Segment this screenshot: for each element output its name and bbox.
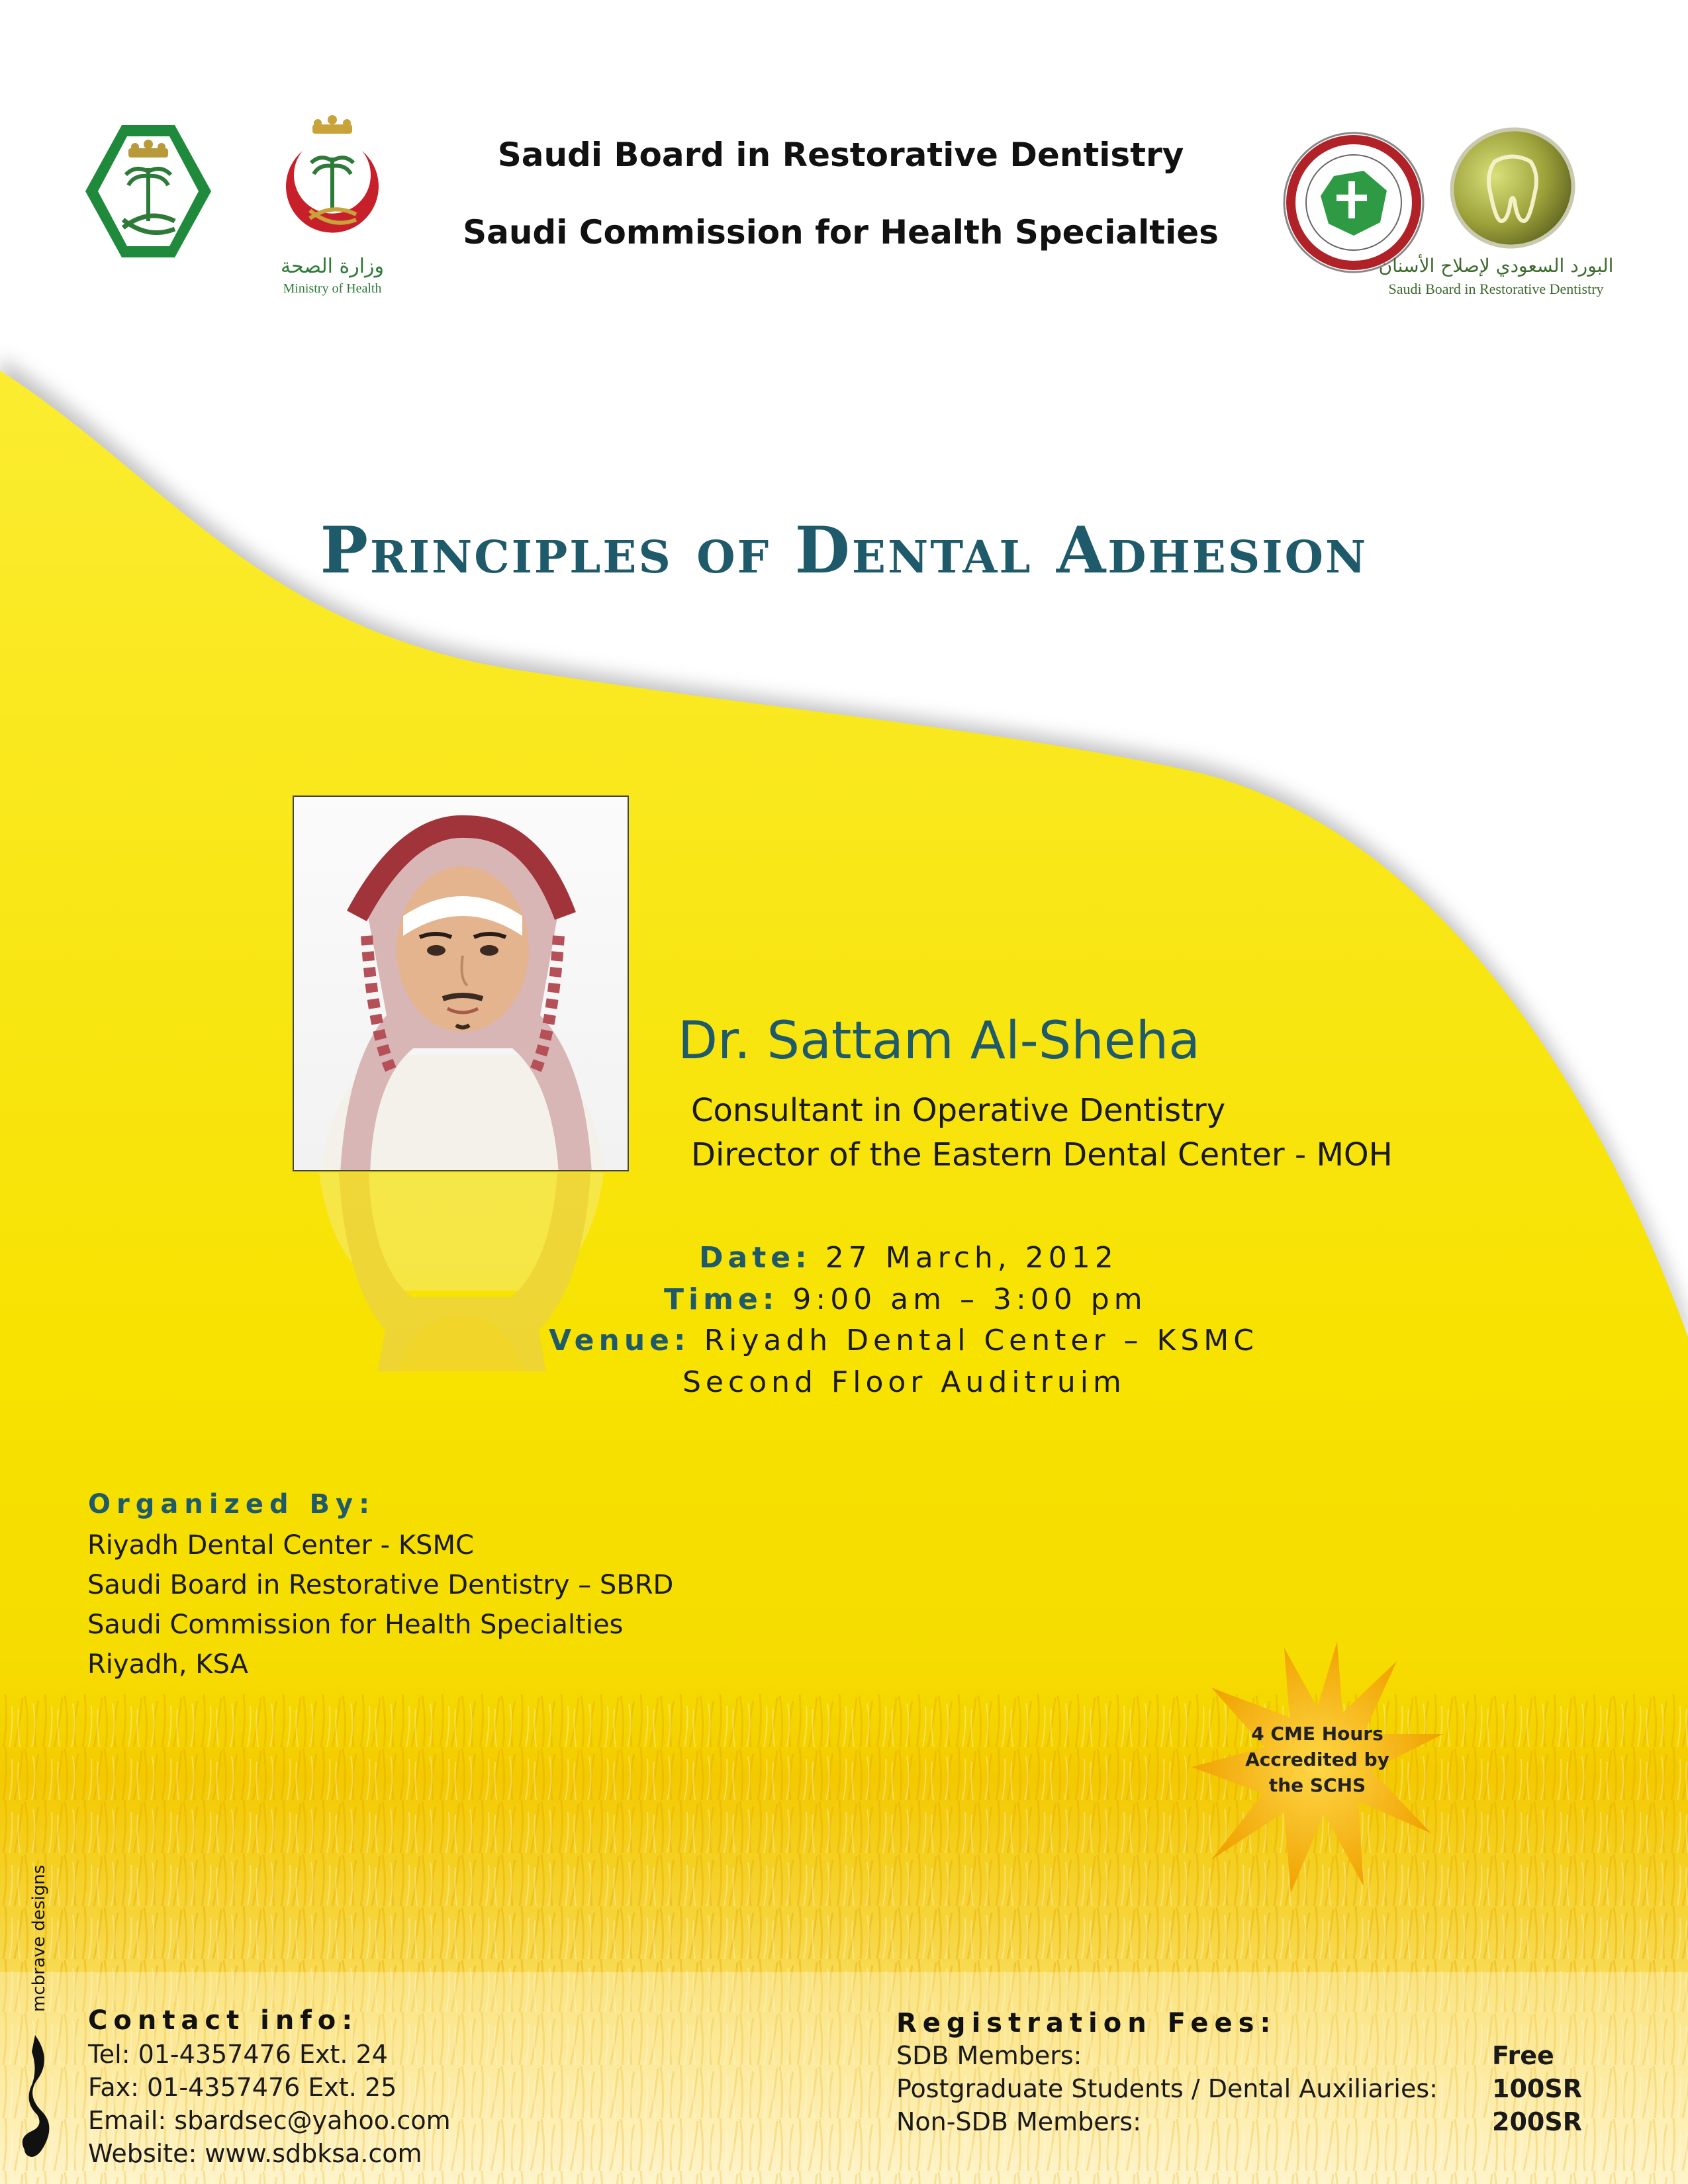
sbrd-caption-arabic: البورد السعودي لإصلاح الأسنان	[1378, 255, 1614, 277]
header-line-1: Saudi Board in Restorative Dentistry	[497, 136, 1184, 174]
speaker-role-1: Consultant in Operative Dentistry	[691, 1092, 1226, 1129]
time-label: Time:	[664, 1283, 779, 1316]
fee-amount-sdb: Free	[1492, 2041, 1554, 2070]
sbrd-caption-english: Saudi Board in Restorative Dentistry	[1388, 281, 1604, 297]
contact-heading: Contact info:	[88, 2005, 359, 2036]
speaker-photo	[293, 796, 629, 1171]
fee-label-sdb: SDB Members:	[896, 2041, 1082, 2070]
scfhs-logo	[1281, 130, 1427, 275]
fee-row-non-sdb	[896, 2107, 1585, 2140]
venue-label: Venue:	[549, 1324, 690, 1357]
speaker-name: Dr. Sattam Al-Sheha	[678, 1011, 1200, 1071]
designer-logo-icon	[12, 2032, 58, 2171]
organizer-4: Riyadh, KSA	[87, 1649, 248, 1680]
sbrd-tooth-logo	[1443, 122, 1582, 254]
page-title: Principles of Dental Adhesion	[320, 513, 1368, 588]
saudi-emblem-logo	[82, 122, 214, 261]
contact-website: Website: www.sdbksa.com	[88, 2139, 422, 2168]
organizer-2: Saudi Board in Restorative Dentistry – SBRD	[87, 1570, 674, 1600]
fee-label-postgrad: Postgraduate Students / Dental Auxiliaries:	[896, 2074, 1438, 2103]
event-time: 9:00 am – 3:00 pm	[792, 1283, 1147, 1316]
cme-line-1: 4 CME Hours	[1251, 1723, 1383, 1745]
header-line-2: Saudi Commission for Health Specialties	[463, 213, 1219, 251]
cme-badge-text	[1185, 1721, 1450, 1798]
fee-amount-postgrad: 100SR	[1492, 2074, 1582, 2103]
event-venue-1: Riyadh Dental Center – KSMC	[704, 1324, 1258, 1357]
cme-line-3: the SCHS	[1268, 1774, 1366, 1796]
organizer-1: Riyadh Dental Center - KSMC	[87, 1530, 474, 1561]
fee-row-postgrad	[896, 2074, 1585, 2107]
contact-tel: Tel: 01-4357476 Ext. 24	[88, 2040, 388, 2069]
contact-email: Email: sbardsec@yahoo.com	[88, 2106, 451, 2135]
designer-credit: mcbrave designs	[29, 1864, 49, 2012]
event-venue-2: Second Floor Auditruim	[682, 1365, 1126, 1399]
moh-caption-english: Ministry of Health	[283, 281, 382, 296]
moh-caption-arabic: وزارة الصحة	[281, 255, 384, 278]
ministry-of-health-logo	[266, 111, 399, 250]
fee-amount-non-sdb: 200SR	[1492, 2107, 1582, 2136]
event-date: 27 March, 2012	[825, 1241, 1118, 1275]
speaker-role-2: Director of the Eastern Dental Center - MOH	[691, 1136, 1393, 1173]
date-label: Date:	[699, 1241, 812, 1275]
event-venue-row	[549, 1324, 1258, 1357]
cme-line-2: Accredited by	[1245, 1749, 1389, 1770]
event-time-row	[664, 1283, 1147, 1316]
contact-fax: Fax: 01-4357476 Ext. 25	[88, 2073, 397, 2102]
fee-row-sdb	[896, 2041, 1585, 2074]
fees-heading: Registration Fees:	[896, 2008, 1277, 2038]
organized-heading: Organized By:	[88, 1489, 376, 1520]
fee-label-non-sdb: Non-SDB Members:	[896, 2107, 1141, 2136]
event-date-row	[699, 1241, 1118, 1275]
organizer-3: Saudi Commission for Health Specialties	[87, 1610, 624, 1640]
